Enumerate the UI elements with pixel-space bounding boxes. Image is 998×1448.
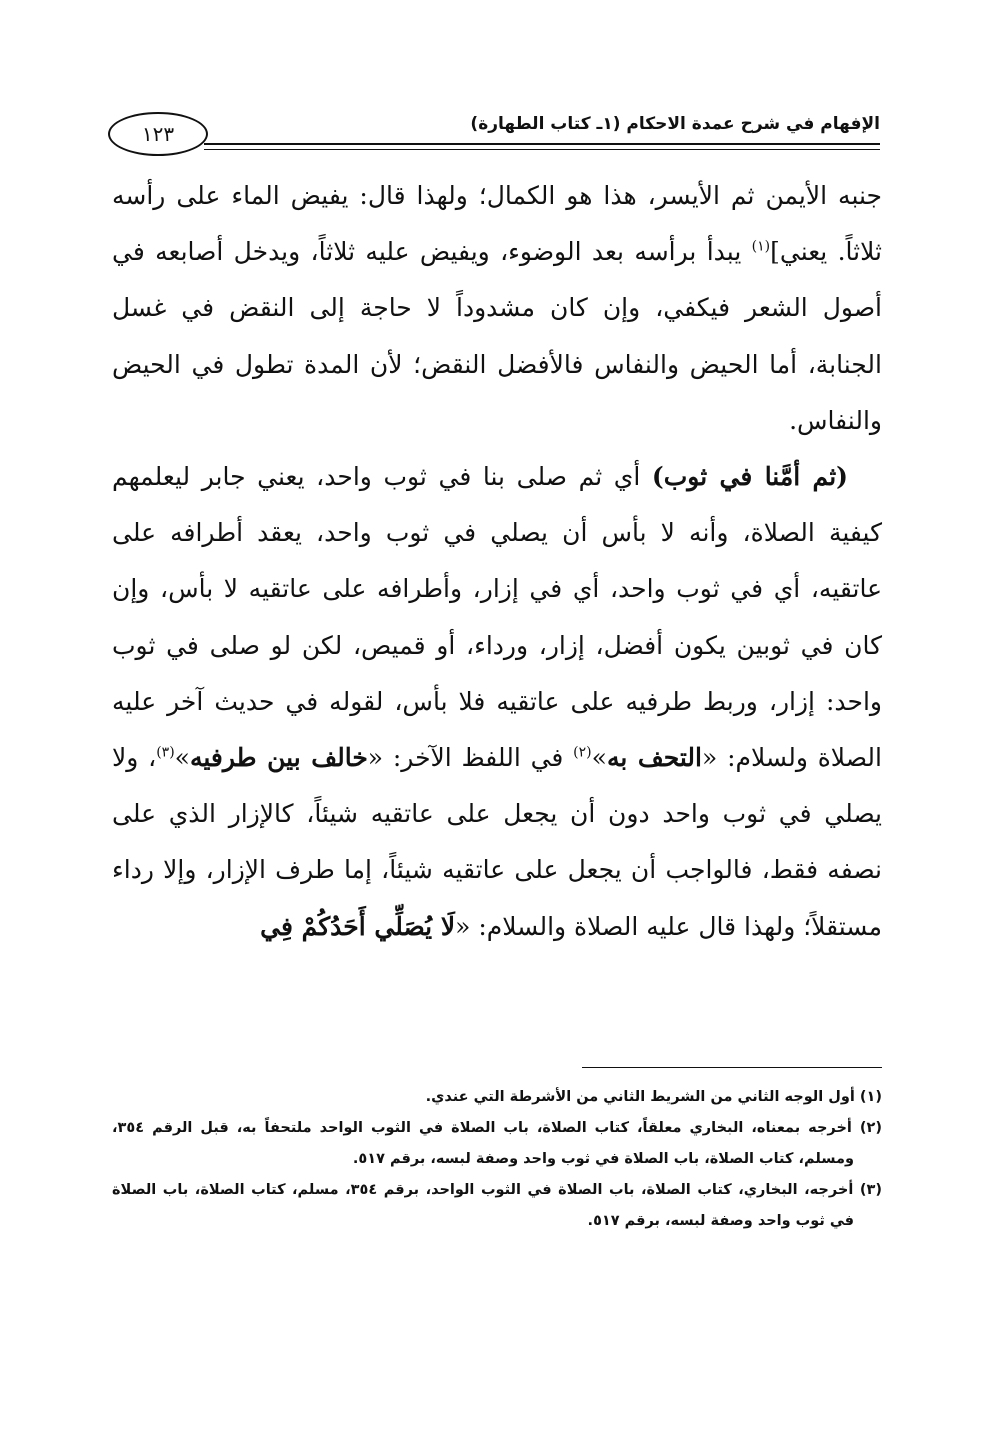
paragraph-2 [112, 449, 882, 955]
page-number: ١٢٣ [108, 112, 208, 156]
footnotes [112, 1082, 882, 1237]
paragraph-1-rest: يبدأ برأسه بعد الوضوء، ويفيض عليه ثلاثاً، ويدخل أصابعه في أصول الشعر فيكفي، وإن كان مشدوداً لا حاجة إلى النقض في غسل الجنابة، أما الحيض والنفاس فالأفضل النقض؛ لأن المدة تطول في الحيض والنفاس. [112, 237, 882, 435]
paragraph-2-text-c: في اللفظ الآخر: « [367, 743, 574, 773]
paragraph-1-text: جنبه الأيمن ثم الأيسر، هذا هو الكمال؛ ولهذا قال: يفيض الماء على رأسه ثلاثاً. يعني] [112, 181, 882, 267]
paragraph-1 [112, 168, 882, 449]
running-title: الإفهام في شرح عمدة الاحكام (١ـ كتاب الطهارة) [470, 114, 880, 134]
main-text [112, 168, 882, 955]
page-header [108, 112, 880, 158]
footnote-1: (١) أول الوجه الثاني من الشريط الثاني من الأشرطة التي عندي. [425, 1089, 882, 1105]
hadith-quote-1: التحف به [606, 743, 702, 773]
footnote-ref-3: (٣) [156, 744, 175, 761]
hadith-quote-3: لَا يُصَلِّي أَحَدُكُمْ فِي [260, 911, 456, 941]
footnote-ref-2: (٢) [573, 744, 592, 761]
paragraph-2-text-d: » [174, 743, 190, 773]
header-rule-thin [204, 149, 880, 150]
paragraph-2-text-e: ، ولا يصلي في ثوب واحد دون أن يجعل على عاتقيه شيئاً، كالإزار الذي على نصفه فقط، فالواجب أن يجعل على عاتقيه شيئاً، إما طرف الإزار، وإلا رداء مستقلاً؛ ولهذا قال عليه الصلاة والسلام: « [112, 743, 882, 941]
footnote-3: (٣) أخرجه، البخاري، كتاب الصلاة، باب الصلاة في الثوب الواحد، برقم ٣٥٤، مسلم، كتاب الصلاة، باب الصلاة في ثوب واحد وصفة لبسه، برقم ٥١٧. [112, 1182, 882, 1229]
header-rule-thick [204, 143, 880, 145]
paragraph-2-text-a: أي ثم صلى بنا في ثوب واحد، يعني جابر ليعلمهم كيفية الصلاة، وأنه لا بأس أن يصلي في ثوب واحد، يعقد أطرافه على عاتقيه، أي في ثوب واحد، أي في إزار، وأطرافه على عاتقيه لا بأس، وإن كان في ثوبين يكون أفضل، إزار، ورداء، أو قميص، لكن لو صلى في ثوب واحد: إزار، وربط طرفيه على عاتقيه فلا بأس، لقوله في حديث آخر عليه الصلاة ولسلام: « [112, 462, 882, 773]
footnote-ref-1: (١) [751, 238, 771, 255]
hadith-quote-2: خالف بين طرفيه [189, 743, 368, 773]
footnote-separator [582, 1067, 882, 1068]
footnote-2: (٢) أخرجه بمعناه، البخاري معلقاً، كتاب الصلاة، باب الصلاة في الثوب الواحد ملتحفاً به، قبل الرقم ٣٥٤، ومسلم، كتاب الصلاة، باب الصلاة في ثوب واحد وصفة لبسه، برقم ٥١٧. [112, 1120, 882, 1167]
matn-quote: (ثم أمَّنا في ثوب) [651, 462, 848, 492]
paragraph-2-text-b: » [591, 743, 607, 773]
